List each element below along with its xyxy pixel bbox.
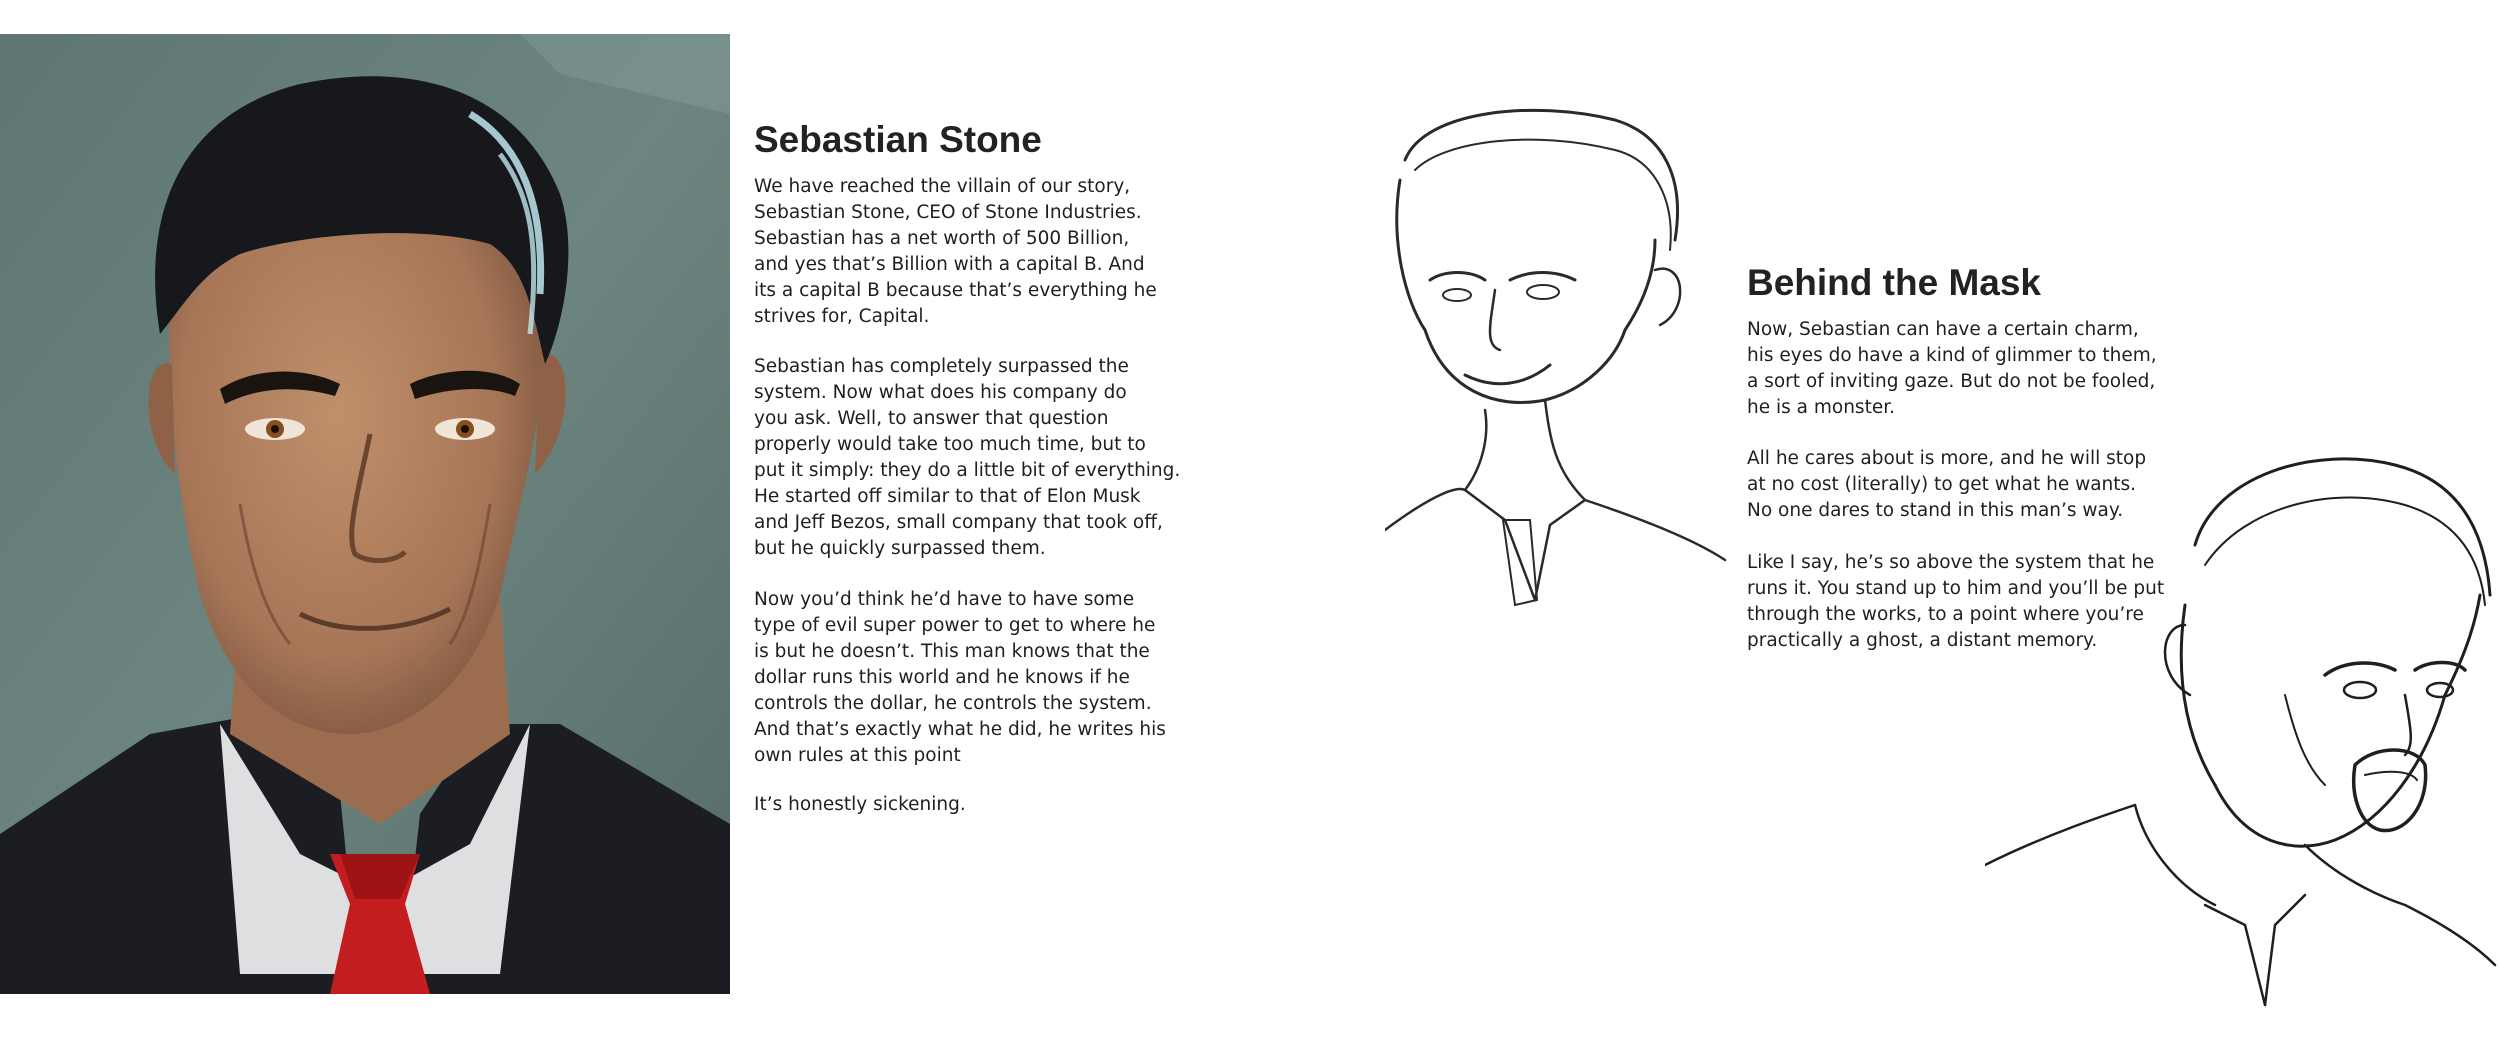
smirking-sketch bbox=[1385, 100, 1735, 620]
sketch-smirk-drawing bbox=[1385, 100, 1735, 620]
system-paragraph: Like I say, he’s so above the system that he runs it. You stand up to him and you’ll be put through the works, to a point where you’re practically a ghost, a distant memory. bbox=[1747, 552, 2165, 651]
villain-name-heading: Sebastian Stone bbox=[754, 119, 1042, 160]
company-paragraph: Sebastian has completely surpassed the system. Now what does his company do you ask. Well, to answer that question properly would take too much time, but to put it simply: they do a little bit of everything. He started off similar to that of Elon Musk and Jeff Bezos, small company that took off, but he quickly surpassed them. bbox=[754, 356, 1181, 559]
shouting-sketch bbox=[1985, 445, 2500, 1010]
sketch-shout-drawing bbox=[1985, 445, 2500, 1010]
closing-remark: It’s honestly sickening. bbox=[754, 794, 966, 815]
greed-paragraph: All he cares about is more, and he will stop at no cost (literally) to get what he wants. No one dares to stand in this man’s way. bbox=[1747, 448, 2147, 521]
villain-portrait-painting bbox=[0, 34, 730, 1004]
behind-the-mask-heading: Behind the Mask bbox=[1747, 262, 2041, 303]
intro-paragraph: We have reached the villain of our story, Sebastian Stone, CEO of Stone Industries. Sebastian has a net worth of 500 Billion, and yes that’s Billion with a capital B. And its a capital B because that’s everything he strives for, Capital. bbox=[754, 176, 1157, 327]
portrait-illustration bbox=[0, 34, 730, 1004]
charm-paragraph: Now, Sebastian can have a certain charm, his eyes do have a kind of glimmer to them, a sort of inviting gaze. But do not be fooled, he is a monster. bbox=[1747, 319, 2157, 418]
power-paragraph: Now you’d think he’d have to have some type of evil super power to get to where he is but he doesn’t. This man knows that the dollar runs this world and he knows if he controls the dollar, he controls the system. And that’s exactly what he did, he writes his own rules at this point bbox=[754, 589, 1166, 766]
